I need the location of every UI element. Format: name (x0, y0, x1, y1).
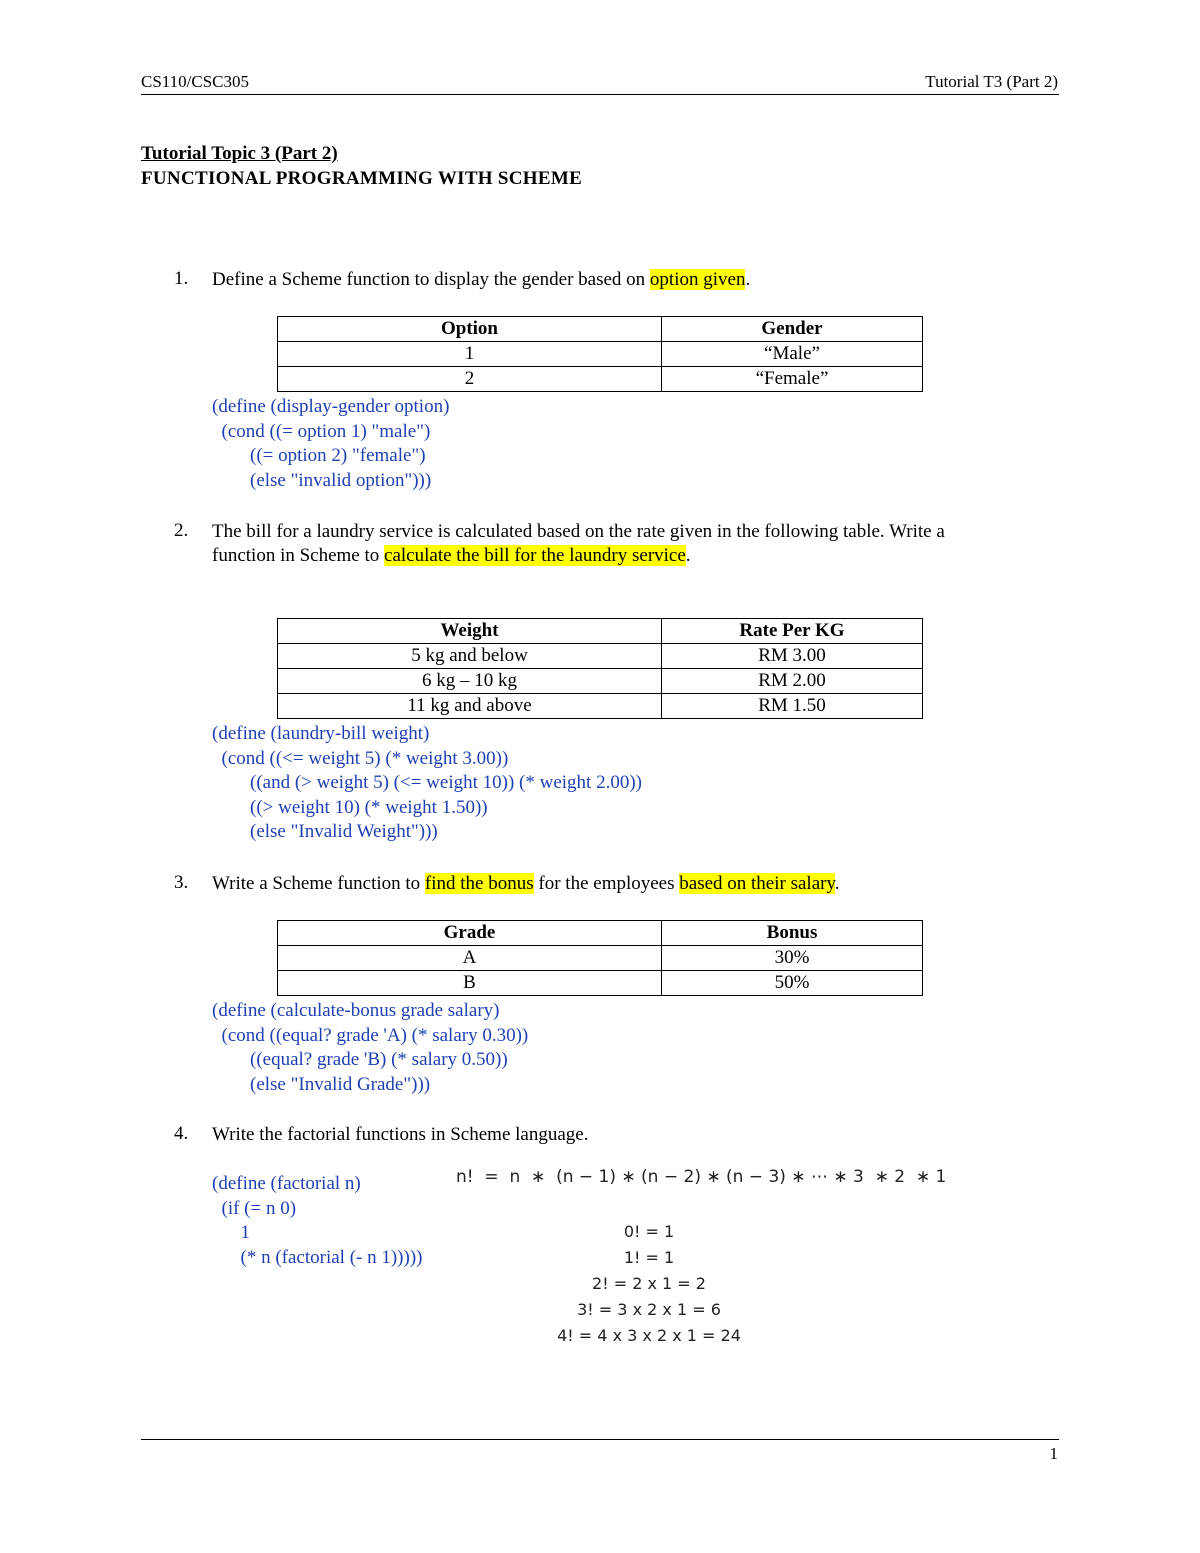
code-line: (define (calculate-bonus grade salary) (212, 1000, 500, 1021)
table-cell: 11 kg and above (278, 694, 662, 719)
bonus-table (277, 920, 923, 996)
table-header: Option (278, 317, 662, 342)
code-line: ((and (> weight 5) (<= weight 10)) (* weight 2.00)) (212, 772, 642, 794)
table-cell: RM 2.00 (662, 669, 923, 694)
code-line: (if (= n 0) (212, 1197, 297, 1219)
factorial-example: 4! = 4 x 3 x 2 x 1 = 24 (557, 1326, 741, 1345)
laundry-rate-table (277, 618, 923, 719)
question-3-highlight-1: find the bonus (424, 873, 534, 894)
table-header: Weight (278, 619, 662, 644)
header-course-code: CS110/CSC305 (141, 72, 250, 91)
table-row (278, 669, 923, 694)
code-line: ((= option 2) "female") (212, 445, 426, 467)
table-row (278, 367, 923, 392)
code-line: (cond ((= option 1) "male") (212, 420, 431, 442)
code-block-q4 (212, 1172, 422, 1270)
table-cell: 2 (278, 367, 662, 392)
table-row (278, 342, 923, 367)
code-line: (else "Invalid Weight"))) (212, 821, 438, 843)
question-1-highlight: option given (649, 269, 746, 290)
table-cell: 30% (662, 946, 923, 971)
table-cell: A (278, 946, 662, 971)
footer-rule (141, 1439, 1059, 1440)
code-line: (define (display-gender option) (212, 396, 450, 417)
factorial-example: 3! = 3 x 2 x 1 = 6 (577, 1300, 721, 1319)
code-line: (else "invalid option"))) (212, 469, 432, 491)
table-row (278, 694, 923, 719)
table-header: Grade (278, 921, 662, 946)
table-row (278, 971, 923, 996)
table-cell: RM 1.50 (662, 694, 923, 719)
code-line: (define (laundry-bill weight) (212, 723, 430, 744)
code-line: (* n (factorial (- n 1))))) (212, 1246, 423, 1268)
table-row (278, 946, 923, 971)
factorial-example: 0! = 1 (623, 1222, 675, 1241)
factorial-example: 1! = 1 (623, 1248, 675, 1267)
question-1-text: Define a Scheme function to display the gender based on option given. (212, 269, 751, 290)
page-title: Tutorial Topic 3 (Part 2) (141, 143, 338, 164)
table-header: Bonus (662, 921, 923, 946)
code-line: (else "Invalid Grade"))) (212, 1073, 431, 1095)
table-cell: “Male” (662, 342, 923, 367)
code-line: 1 (212, 1222, 250, 1244)
code-block-q3 (212, 999, 528, 1097)
code-line: ((equal? grade 'B) (* salary 0.50)) (212, 1049, 508, 1071)
question-4-text: Write the factorial functions in Scheme language. (212, 1124, 589, 1145)
question-4-number: 4. (174, 1123, 189, 1144)
question-1-number: 1. (174, 268, 189, 289)
code-line: (cond ((equal? grade 'A) (* salary 0.30)) (212, 1024, 529, 1046)
question-3-highlight-2: based on their salary (679, 873, 835, 894)
question-2-line1: The bill for a laundry service is calculated based on the rate given in the following table. Write a (212, 521, 945, 542)
table-cell: “Female” (662, 367, 923, 392)
question-3-number: 3. (174, 872, 189, 893)
page-subtitle: FUNCTIONAL PROGRAMMING WITH SCHEME (141, 168, 583, 189)
factorial-example: 2! = 2 x 1 = 2 (592, 1274, 706, 1293)
table-cell: RM 3.00 (662, 644, 923, 669)
factorial-examples (549, 1219, 749, 1349)
table-cell: 1 (278, 342, 662, 367)
table-row (278, 644, 923, 669)
code-line: (cond ((<= weight 5) (* weight 3.00)) (212, 747, 509, 769)
table-cell: B (278, 971, 662, 996)
code-line: (define (factorial n) (212, 1173, 361, 1194)
gender-table (277, 316, 923, 392)
code-block-q1 (212, 395, 449, 493)
page-number: 1 (1049, 1444, 1058, 1463)
table-cell: 5 kg and below (278, 644, 662, 669)
table-header: Gender (662, 317, 923, 342)
factorial-formula: n! = n ∗ (n − 1) ∗ (n − 2) ∗ (n − 3) ∗ ⋯ ∗ 3 ∗ 2 ∗ 1 (456, 1167, 947, 1187)
question-2-line2: function in Scheme to calculate the bill for the laundry service. (212, 545, 691, 566)
header-rule (141, 94, 1059, 95)
question-2-number: 2. (174, 520, 189, 541)
code-block-q2 (212, 722, 642, 845)
header-tutorial-label: Tutorial T3 (Part 2) (925, 72, 1058, 91)
table-header: Rate Per KG (662, 619, 923, 644)
table-cell: 50% (662, 971, 923, 996)
code-line: ((> weight 10) (* weight 1.50)) (212, 796, 488, 818)
question-2-highlight: calculate the bill for the laundry service (384, 545, 686, 566)
table-cell: 6 kg – 10 kg (278, 669, 662, 694)
question-3-text: Write a Scheme function to find the bonus for the employees based on their salary. (212, 873, 840, 894)
